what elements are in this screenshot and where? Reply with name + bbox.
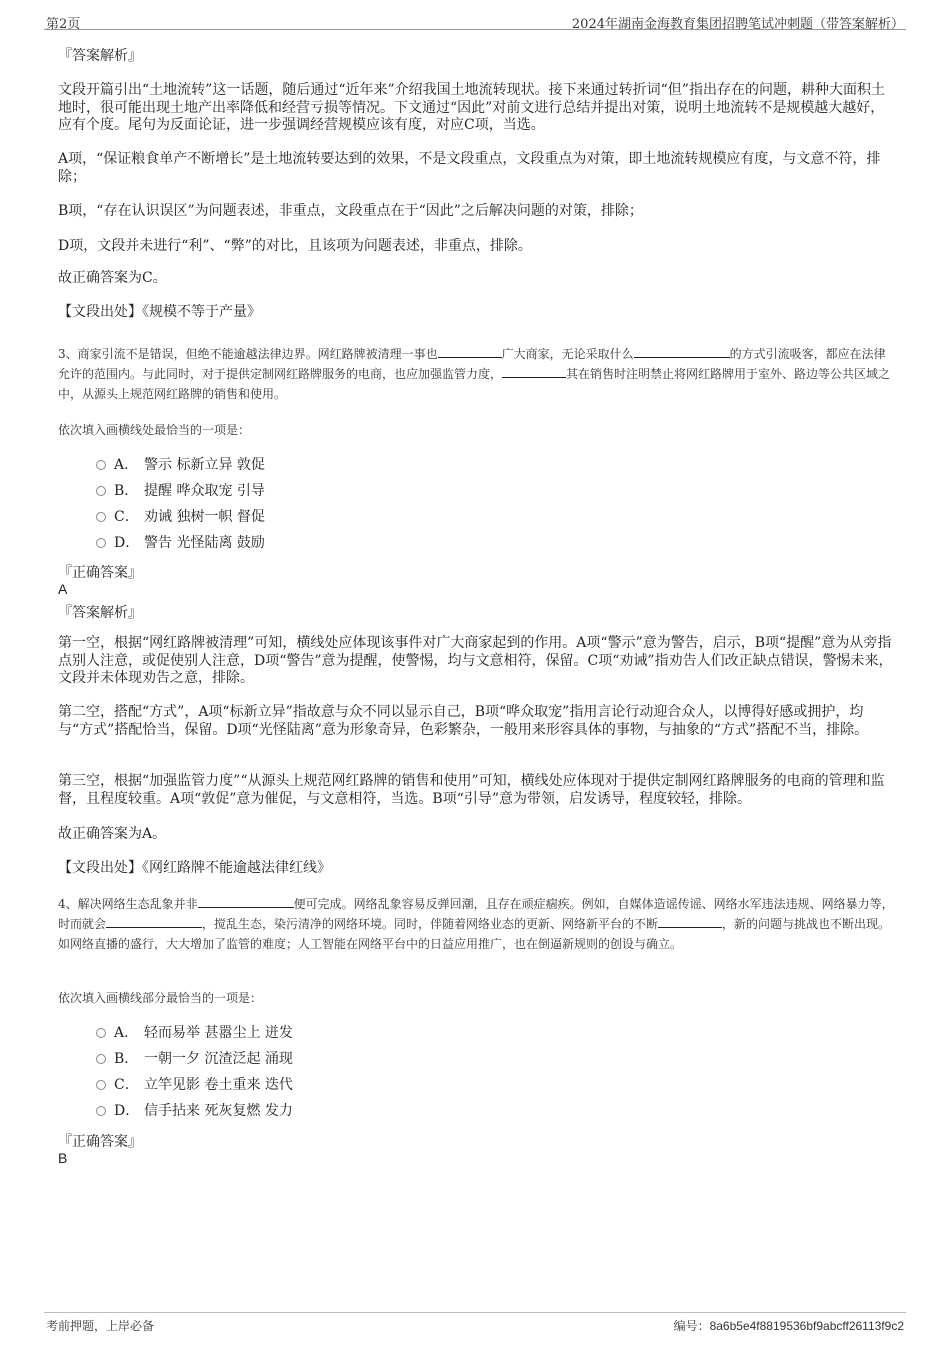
q4-correct-answer: B <box>58 1150 68 1166</box>
q3-prompt: 依次填入画横线处最恰当的一项是： <box>58 423 251 437</box>
q4-option-c[interactable]: C． 立竿见影 卷土重来 迭代 <box>96 1075 293 1095</box>
radio-icon[interactable] <box>96 1028 106 1038</box>
q2-source: 【文段出处】《规模不等于产量》 <box>58 304 261 320</box>
q3-analysis-p3: 第三空，根据“加强监管力度”“从源头上规范网红路牌的销售和使用”可知，横线处应体现对于提供定制网红路牌服务的电商的管理和监督，且程度较重。A项“敦促”意为催促，与文意相符，当选。B项“引导”意为带领，启发诱导，程度较轻，排除。 <box>58 773 885 807</box>
q2-analysis-p4: D项，文段并未进行“利”、“弊”的对比，且该项为问题表述，非重点，排除。 <box>58 238 532 254</box>
radio-icon[interactable] <box>96 486 106 496</box>
q4-option-b[interactable]: B． 一朝一夕 沉渣泛起 涌现 <box>96 1049 293 1069</box>
q4-option-a[interactable]: A． 轻而易举 甚嚣尘上 迸发 <box>96 1023 293 1043</box>
q4-stem: 4、解决网络生态乱象并非 便可完成。网络乱象容易反弹回潮，且存在顽症痼疾。例如，自媒体造谣传谣、网络水军违法违规、网络暴力等，时而就会 ，搅乱生态，染污清净的网络环境。同时，伴随着网络业态的更新、网络新平台的不断 ，新的问题与挑战也不断出现。如网络直播的盛行，大大增加了监管的难度；人工智能在网络平台中的日益应用推广，也在倒逼新规则的创设与确立。 <box>58 897 894 951</box>
blank-3 <box>502 365 566 378</box>
page-header <box>44 8 906 30</box>
page-number: 第2页 <box>46 17 81 32</box>
blank-1 <box>438 345 502 358</box>
radio-icon[interactable] <box>96 1080 106 1090</box>
radio-icon[interactable] <box>96 512 106 522</box>
blank-1 <box>198 895 294 908</box>
q3-correct-label: 『正确答案』 <box>58 565 142 581</box>
document-code: 编号：8a6b5e4f8819536bf9abcff26113f9c2 <box>673 1319 904 1333</box>
q3-option-a[interactable]: A． 警示 标新立异 敦促 <box>96 455 265 475</box>
blank-3 <box>658 915 722 928</box>
q3-source: 【文段出处】《网红路牌不能逾越法律红线》 <box>58 860 331 876</box>
radio-icon[interactable] <box>96 1054 106 1064</box>
blank-2 <box>634 345 730 358</box>
q3-option-c[interactable]: C． 劝诫 独树一帜 督促 <box>96 507 265 527</box>
q2-analysis-p3: B项，“存在认识误区”为问题表述，非重点，文段重点在于“因此”之后解决问题的对策，排除； <box>58 203 643 219</box>
q3-analysis-p1: 第一空，根据“网红路牌被清理”可知，横线处应体现该事件对广大商家起到的作用。A项“警示”意为警告，启示，B项“提醒”意为从旁指点别人注意，或促使别人注意，D项“警告”意为提醒，使警惕，均与文意相符，保留。C项“劝诫”指劝告人们改正缺点错误，警惕未来，文段并未体现劝告之意，排除。 <box>58 635 893 686</box>
blank-2 <box>106 915 202 928</box>
q3-analysis-label: 『答案解析』 <box>58 605 142 621</box>
q4-option-d[interactable]: D． 信手拈来 死灰复燃 发力 <box>96 1101 293 1121</box>
footer-slogan: 考前押题，上岸必备 <box>46 1319 155 1333</box>
q2-analysis-p2: A项，“保证粮食单产不断增长”是土地流转要达到的效果，不是文段重点，文段重点为对策，即土地流转规模应有度，与文意不符，排除； <box>58 151 881 185</box>
radio-icon[interactable] <box>96 1106 106 1116</box>
radio-icon[interactable] <box>96 538 106 548</box>
q2-conclusion: 故正确答案为C。 <box>58 270 167 286</box>
document-title: 2024年湖南金海教育集团招聘笔试冲刺题（带答案解析） <box>571 17 904 32</box>
radio-icon[interactable] <box>96 460 106 470</box>
page-footer <box>44 1312 906 1342</box>
q4-prompt: 依次填入画横线部分最恰当的一项是： <box>58 991 263 1005</box>
q2-analysis-p1: 文段开篇引出“土地流转”这一话题，随后通过“近年来”介绍我国土地流转现状。接下来通过转折词“但”指出存在的问题，耕种大面积土地时，很可能出现土地产出率降低和经营亏损等情况。下文通过“因此”对前文进行总结并提出对策，说明土地流转不是规模越大越好，应有个度。尾句为反面论证，进一步强调经营规模应该有度，对应C项，当选。 <box>58 82 885 133</box>
q2-analysis-label: 『答案解析』 <box>58 48 142 64</box>
q3-analysis-p2: 第二空，搭配“方式”，A项“标新立异”指故意与众不同以显示自己，B项“哗众取宠”指用言论行动迎合众人，以博得好感或拥护，均与“方式”搭配恰当，保留。D项“光怪陆离”意为形象奇异，色彩繁杂，一般用来形容具体的事物，与抽象的“方式”搭配不当，排除。 <box>58 704 869 738</box>
q3-option-d[interactable]: D． 警告 光怪陆离 鼓励 <box>96 533 265 553</box>
q3-stem: 3、商家引流不是错误，但绝不能逾越法律边界。网红路牌被清理一事也 广大商家，无论采取什么 的方式引流吸客，都应在法律允许的范围内。与此同时，对于提供定制网红路牌服务的电商，也应加强监管力度， 其在销售时注明禁止将网红路牌用于室外、路边等公共区域之中，从源头上规范网红路牌的销售和使用。 <box>58 347 891 401</box>
q4-correct-label: 『正确答案』 <box>58 1134 142 1150</box>
q3-correct-answer: A <box>58 581 68 597</box>
q3-option-b[interactable]: B． 提醒 哗众取宠 引导 <box>96 481 265 501</box>
q3-conclusion: 故正确答案为A。 <box>58 826 167 842</box>
